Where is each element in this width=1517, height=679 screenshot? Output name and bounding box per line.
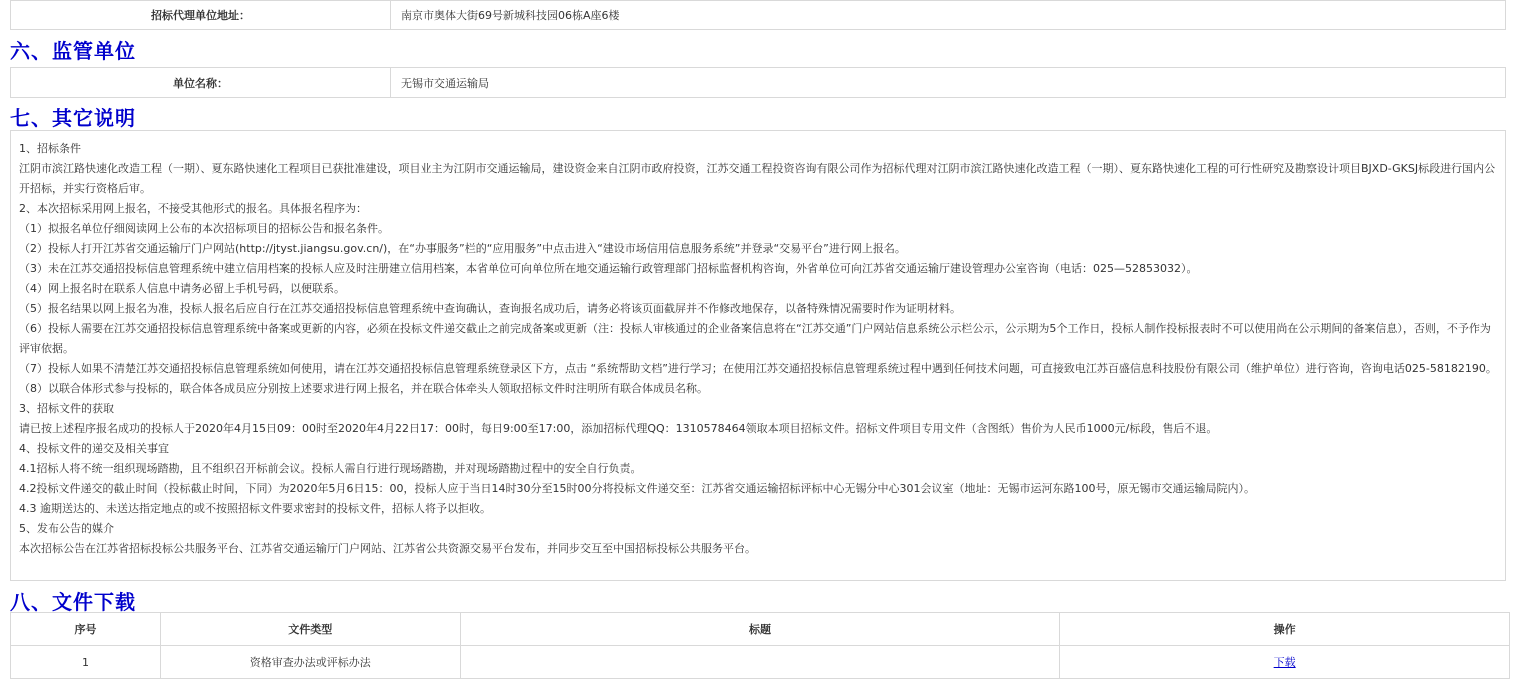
notes-line: 5、发布公告的媒介 [19,522,114,535]
notes-content [10,130,1506,581]
column-header-index: 序号 [11,613,161,646]
supervision-heading: 六、监管单位 [10,39,136,63]
notes-heading: 七、其它说明 [10,106,136,130]
download-link[interactable]: 下载 [1273,656,1296,669]
notes-line: 4.1招标人将不统一组织现场踏勘，且不组织召开标前会议。投标人需自行进行现场踏勘，并对现场踏勘过程中的安全自行负责。 [19,462,642,475]
notes-line: （6）投标人需要在江苏交通招投标信息管理系统中备案或更新的内容，必须在投标文件递交截止之前完成备案或更新（注：投标人审核通过的企业备案信息将在“江苏交通”门户网站信息系统公示栏公示，公示期为5个工作日，投标人制作投标报表时不可以使用尚在公示期间的备案信息），否则，不予作为评审依据。 [19,322,1491,355]
notes-line: 3、招标文件的获取 [19,402,114,415]
agency-address-row [10,0,1506,30]
notes-line: 2、本次招标采用网上报名，不接受其他形式的报名。具体报名程序为： [19,202,367,215]
agency-address-value: 南京市奥体大街69号新城科技园06栋A座6楼 [401,9,620,22]
notes-line: 本次招标公告在江苏省招标投标公共服务平台、江苏省交通运输厅门户网站、江苏省公共资源交易平台发布，并同步交互至中国招标投标公共服务平台。 [19,542,756,555]
supervision-unit-label: 单位名称： [11,68,391,97]
notes-line: 4.2投标文件递交的截止时间（投标截止时间，下同）为2020年5月6日15：00，投标人应于当日14时30分至15时00分将投标文件递交至：江苏省交通运输招标评标中心无锡分中心301会议室（地址：无锡市运河东路100号，原无锡市交通运输局院内）。 [19,482,1255,495]
column-header-action: 操作 [1060,613,1510,646]
notes-line: （1）拟报名单位仔细阅读网上公布的本次招标项目的招标公告和报名条件。 [19,222,389,235]
downloads-header-row [11,613,1510,646]
notes-line: （3）未在江苏交通招投标信息管理系统中建立信用档案的投标人应及时注册建立信用档案，本省单位可向单位所在地交通运输行政管理部门招标监督机构咨询，外省单位可向江苏省交通运输厅建设管理办公室咨询（电话：025—52853032）。 [19,262,1198,275]
supervision-unit-row [10,67,1506,98]
row-title [460,646,1060,679]
agency-address-label: 招标代理单位地址： [11,1,391,29]
notes-line: （5）报名结果以网上报名为准，投标人报名后应自行在江苏交通招投标信息管理系统中查询确认，查询报名成功后，请务必将该页面截屏并不作修改地保存，以备特殊情况需要时作为证明材料。 [19,302,961,315]
column-header-title: 标题 [460,613,1060,646]
downloads-heading: 八、文件下载 [10,590,136,614]
notes-line: （4）网上报名时在联系人信息中请务必留上手机号码，以便联系。 [19,282,345,295]
notes-line: 4、投标文件的递交及相关事宜 [19,442,169,455]
notes-line: 请已按上述程序报名成功的投标人于2020年4月15日09：00时至2020年4月22日17：00时，每日9:00至17:00，添加招标代理QQ：1310578464领取本项目招标文件。招标文件项目专用文件（含图纸）售价为人民币1000元/标段，售后不退。 [19,422,1218,435]
notes-line: 江阴市滨江路快速化改造工程（一期）、夏东路快速化工程项目已获批准建设，项目业主为江阴市交通运输局，建设资金来自江阴市政府投资，江苏交通工程投资咨询有限公司作为招标代理对江阴市滨江路快速化改造工程（一期）、夏东路快速化工程的可行性研究及勘察设计项目BJXD-GKSJ标段进行国内公开招标，并实行资格后审。 [19,162,1496,195]
notes-line: （2）投标人打开江苏省交通运输厅门户网站(http://jtyst.jiangsu.gov.cn/)，在“办事服务”栏的“应用服务”中点击进入“建设市场信用信息服务系统”并登录“交易平台”进行网上报名。 [19,242,906,255]
row-index: 1 [11,646,161,679]
notes-line: 1、招标条件 [19,142,81,155]
row-action-cell [1060,646,1510,679]
notes-line: 4.3 逾期送达的、未送达指定地点的或不按照招标文件要求密封的投标文件，招标人将予以拒收。 [19,502,491,515]
notes-line: （7）投标人如果不清楚江苏交通招投标信息管理系统如何使用，请在江苏交通招投标信息管理系统登录区下方，点击 “系统帮助文档”进行学习；在使用江苏交通招投标信息管理系统过程中遇到任何技术问题，可直接致电江苏百盛信息科技股份有限公司（维护单位）进行咨询，咨询电话025-58182190。 [19,362,1497,375]
column-header-type: 文件类型 [160,613,460,646]
downloads-table [10,612,1510,679]
supervision-unit-value: 无锡市交通运输局 [401,76,489,90]
row-file-type: 资格审查办法或评标办法 [160,646,460,679]
notes-line: （8）以联合体形式参与投标的，联合体各成员应分别按上述要求进行网上报名，并在联合体牵头人领取招标文件时注明所有联合体成员名称。 [19,382,708,395]
table-row [11,646,1510,679]
